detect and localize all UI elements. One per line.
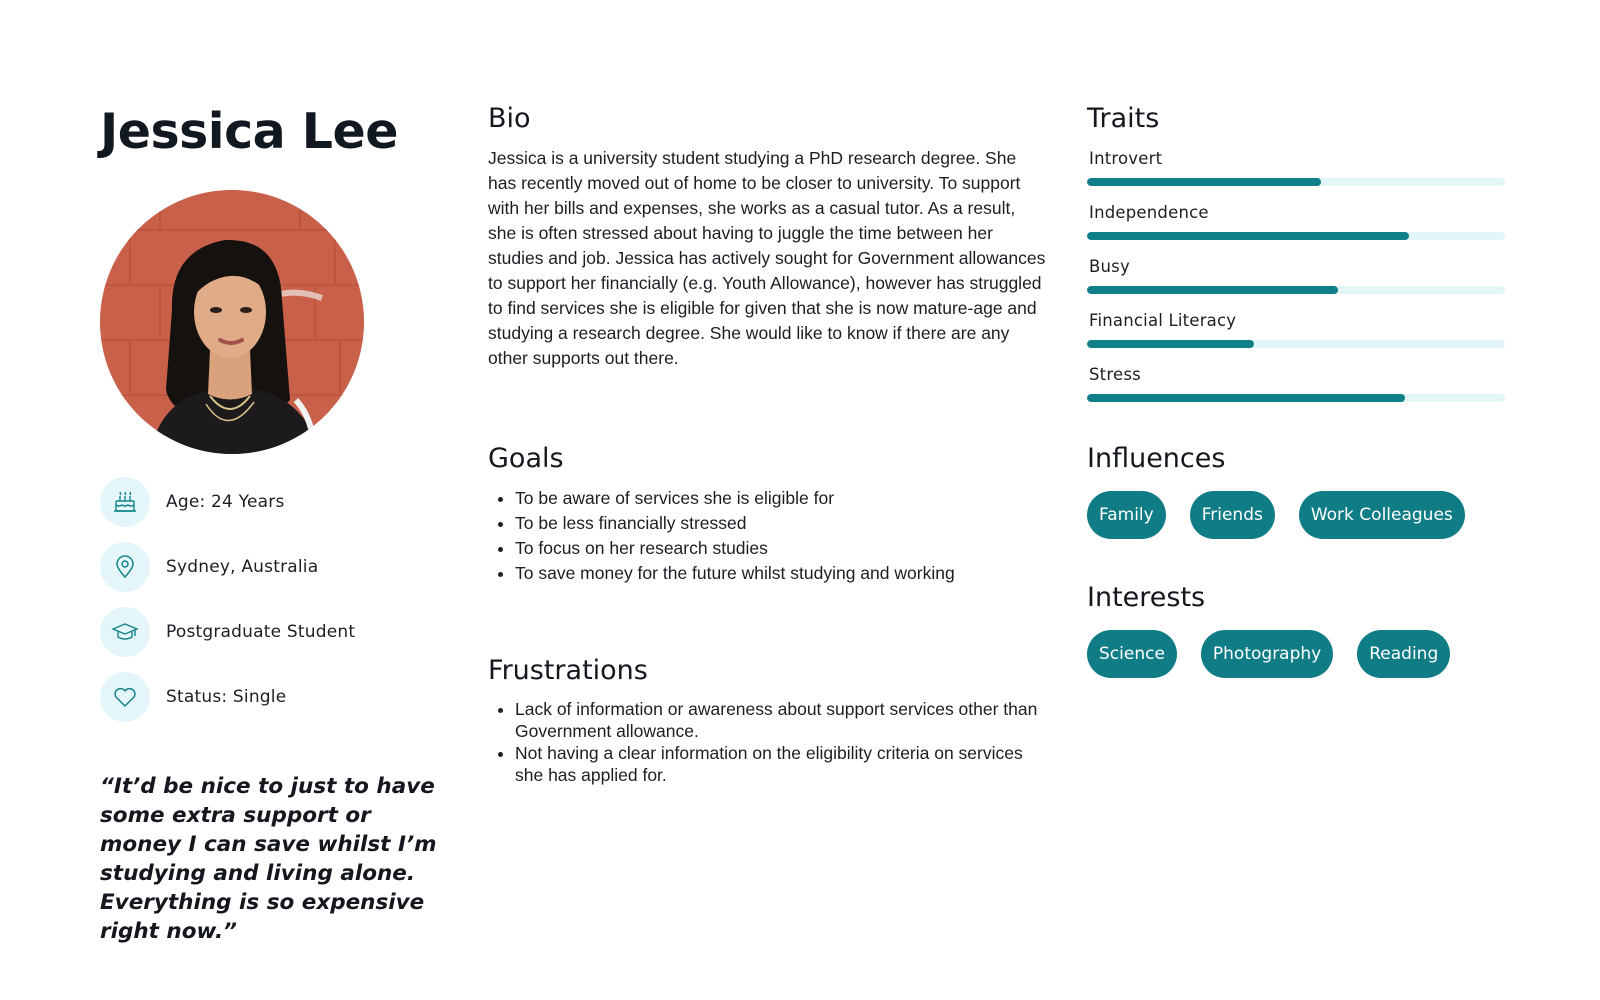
traits-list: [1087, 148, 1507, 418]
goal-item: • To be aware of services she is eligible for: [515, 486, 1048, 511]
fact-status: [100, 672, 440, 722]
fact-status-text: Status: Single: [166, 687, 287, 707]
avatar-photo: [100, 190, 364, 454]
goals-title: Goals: [488, 443, 564, 474]
trait-label: Busy: [1089, 257, 1130, 276]
fact-location: [100, 542, 440, 592]
trait-bar-track: [1087, 394, 1505, 402]
avatar: [100, 190, 364, 454]
fact-age: [100, 477, 440, 527]
influences-section: [1087, 440, 1507, 539]
bio-section: [488, 100, 1048, 371]
frustrations-section: [488, 652, 1048, 786]
interest-chip[interactable]: Photography: [1201, 630, 1333, 678]
trait-label: Financial Literacy: [1089, 311, 1237, 330]
goals-section: [488, 440, 1048, 586]
trait-label: Stress: [1089, 365, 1141, 384]
frustration-item: • Lack of information or awareness about support services other than Government allowance.: [515, 698, 1048, 742]
interest-chip[interactable]: Reading: [1357, 630, 1450, 678]
trait-bar-fill: [1087, 394, 1405, 402]
heart-icon: [100, 672, 150, 722]
frustrations-list: [488, 698, 1048, 786]
trait-busy: [1087, 256, 1507, 310]
birthday-cake-icon: [100, 477, 150, 527]
trait-bar-track: [1087, 232, 1505, 240]
influences-chips: [1087, 491, 1507, 539]
persona-facts: [100, 477, 440, 737]
interest-chip[interactable]: Science: [1087, 630, 1177, 678]
trait-bar-track: [1087, 286, 1505, 294]
trait-independence: [1087, 202, 1507, 256]
fact-occupation: [100, 607, 440, 657]
fact-age-text: Age: 24 Years: [166, 492, 285, 512]
bio-title: Bio: [488, 103, 531, 134]
traits-title: Traits: [1087, 103, 1160, 134]
fact-location-text: Sydney, Australia: [166, 557, 319, 577]
trait-bar-track: [1087, 340, 1505, 348]
fact-occupation-text: Postgraduate Student: [166, 622, 356, 642]
trait-label: Independence: [1089, 203, 1209, 222]
bio-text: Jessica is a university student studying a PhD research degree. She has recently moved out of home to be closer to university. To support with her bills and expenses, she works as a casual tutor. As a result, she is often stressed about having to juggle the time between her studies and job. Jessica has actively sought for Government allowances to support her financially (e.g. Youth Allowance), however has struggled to find services she is eligible for given that she is now mature-age and studying a research degree. She would like to know if there are any other supports out there.: [488, 148, 1046, 368]
traits-section: [1087, 100, 1507, 418]
trait-stress: [1087, 364, 1507, 418]
influences-title: Influences: [1087, 443, 1226, 474]
interests-title: Interests: [1087, 582, 1206, 613]
persona-quote: “It’d be nice to just to have some extra support or money I can save whilst I’m studying and living alone. Everything is so expensive right now.”: [100, 774, 437, 944]
trait-label: Introvert: [1089, 149, 1163, 168]
goal-item: • To focus on her research studies: [515, 536, 1048, 561]
interests-section: [1087, 579, 1507, 678]
influence-chip[interactable]: Family: [1087, 491, 1166, 539]
location-pin-icon: [100, 542, 150, 592]
trait-bar-fill: [1087, 178, 1321, 186]
persona-profile: [100, 100, 440, 944]
influence-chip[interactable]: Friends: [1190, 491, 1275, 539]
persona-details: [488, 100, 1048, 785]
influence-chip[interactable]: Work Colleagues: [1299, 491, 1465, 539]
persona-name: Jessica Lee: [100, 103, 398, 160]
goal-item: • To save money for the future whilst studying and working: [515, 561, 1048, 586]
trait-bar-fill: [1087, 286, 1338, 294]
trait-financial-literacy: [1087, 310, 1507, 364]
frustration-item: • Not having a clear information on the eligibility criteria on services she has applied for.: [515, 742, 1048, 786]
frustrations-title: Frustrations: [488, 655, 648, 686]
graduation-cap-icon: [100, 607, 150, 657]
trait-introvert: [1087, 148, 1507, 202]
goals-list: [488, 486, 1048, 586]
trait-bar-fill: [1087, 232, 1409, 240]
trait-bar-fill: [1087, 340, 1254, 348]
goal-item: • To be less financially stressed: [515, 511, 1048, 536]
trait-bar-track: [1087, 178, 1505, 186]
interests-chips: [1087, 630, 1507, 678]
persona-attributes: [1087, 100, 1507, 664]
